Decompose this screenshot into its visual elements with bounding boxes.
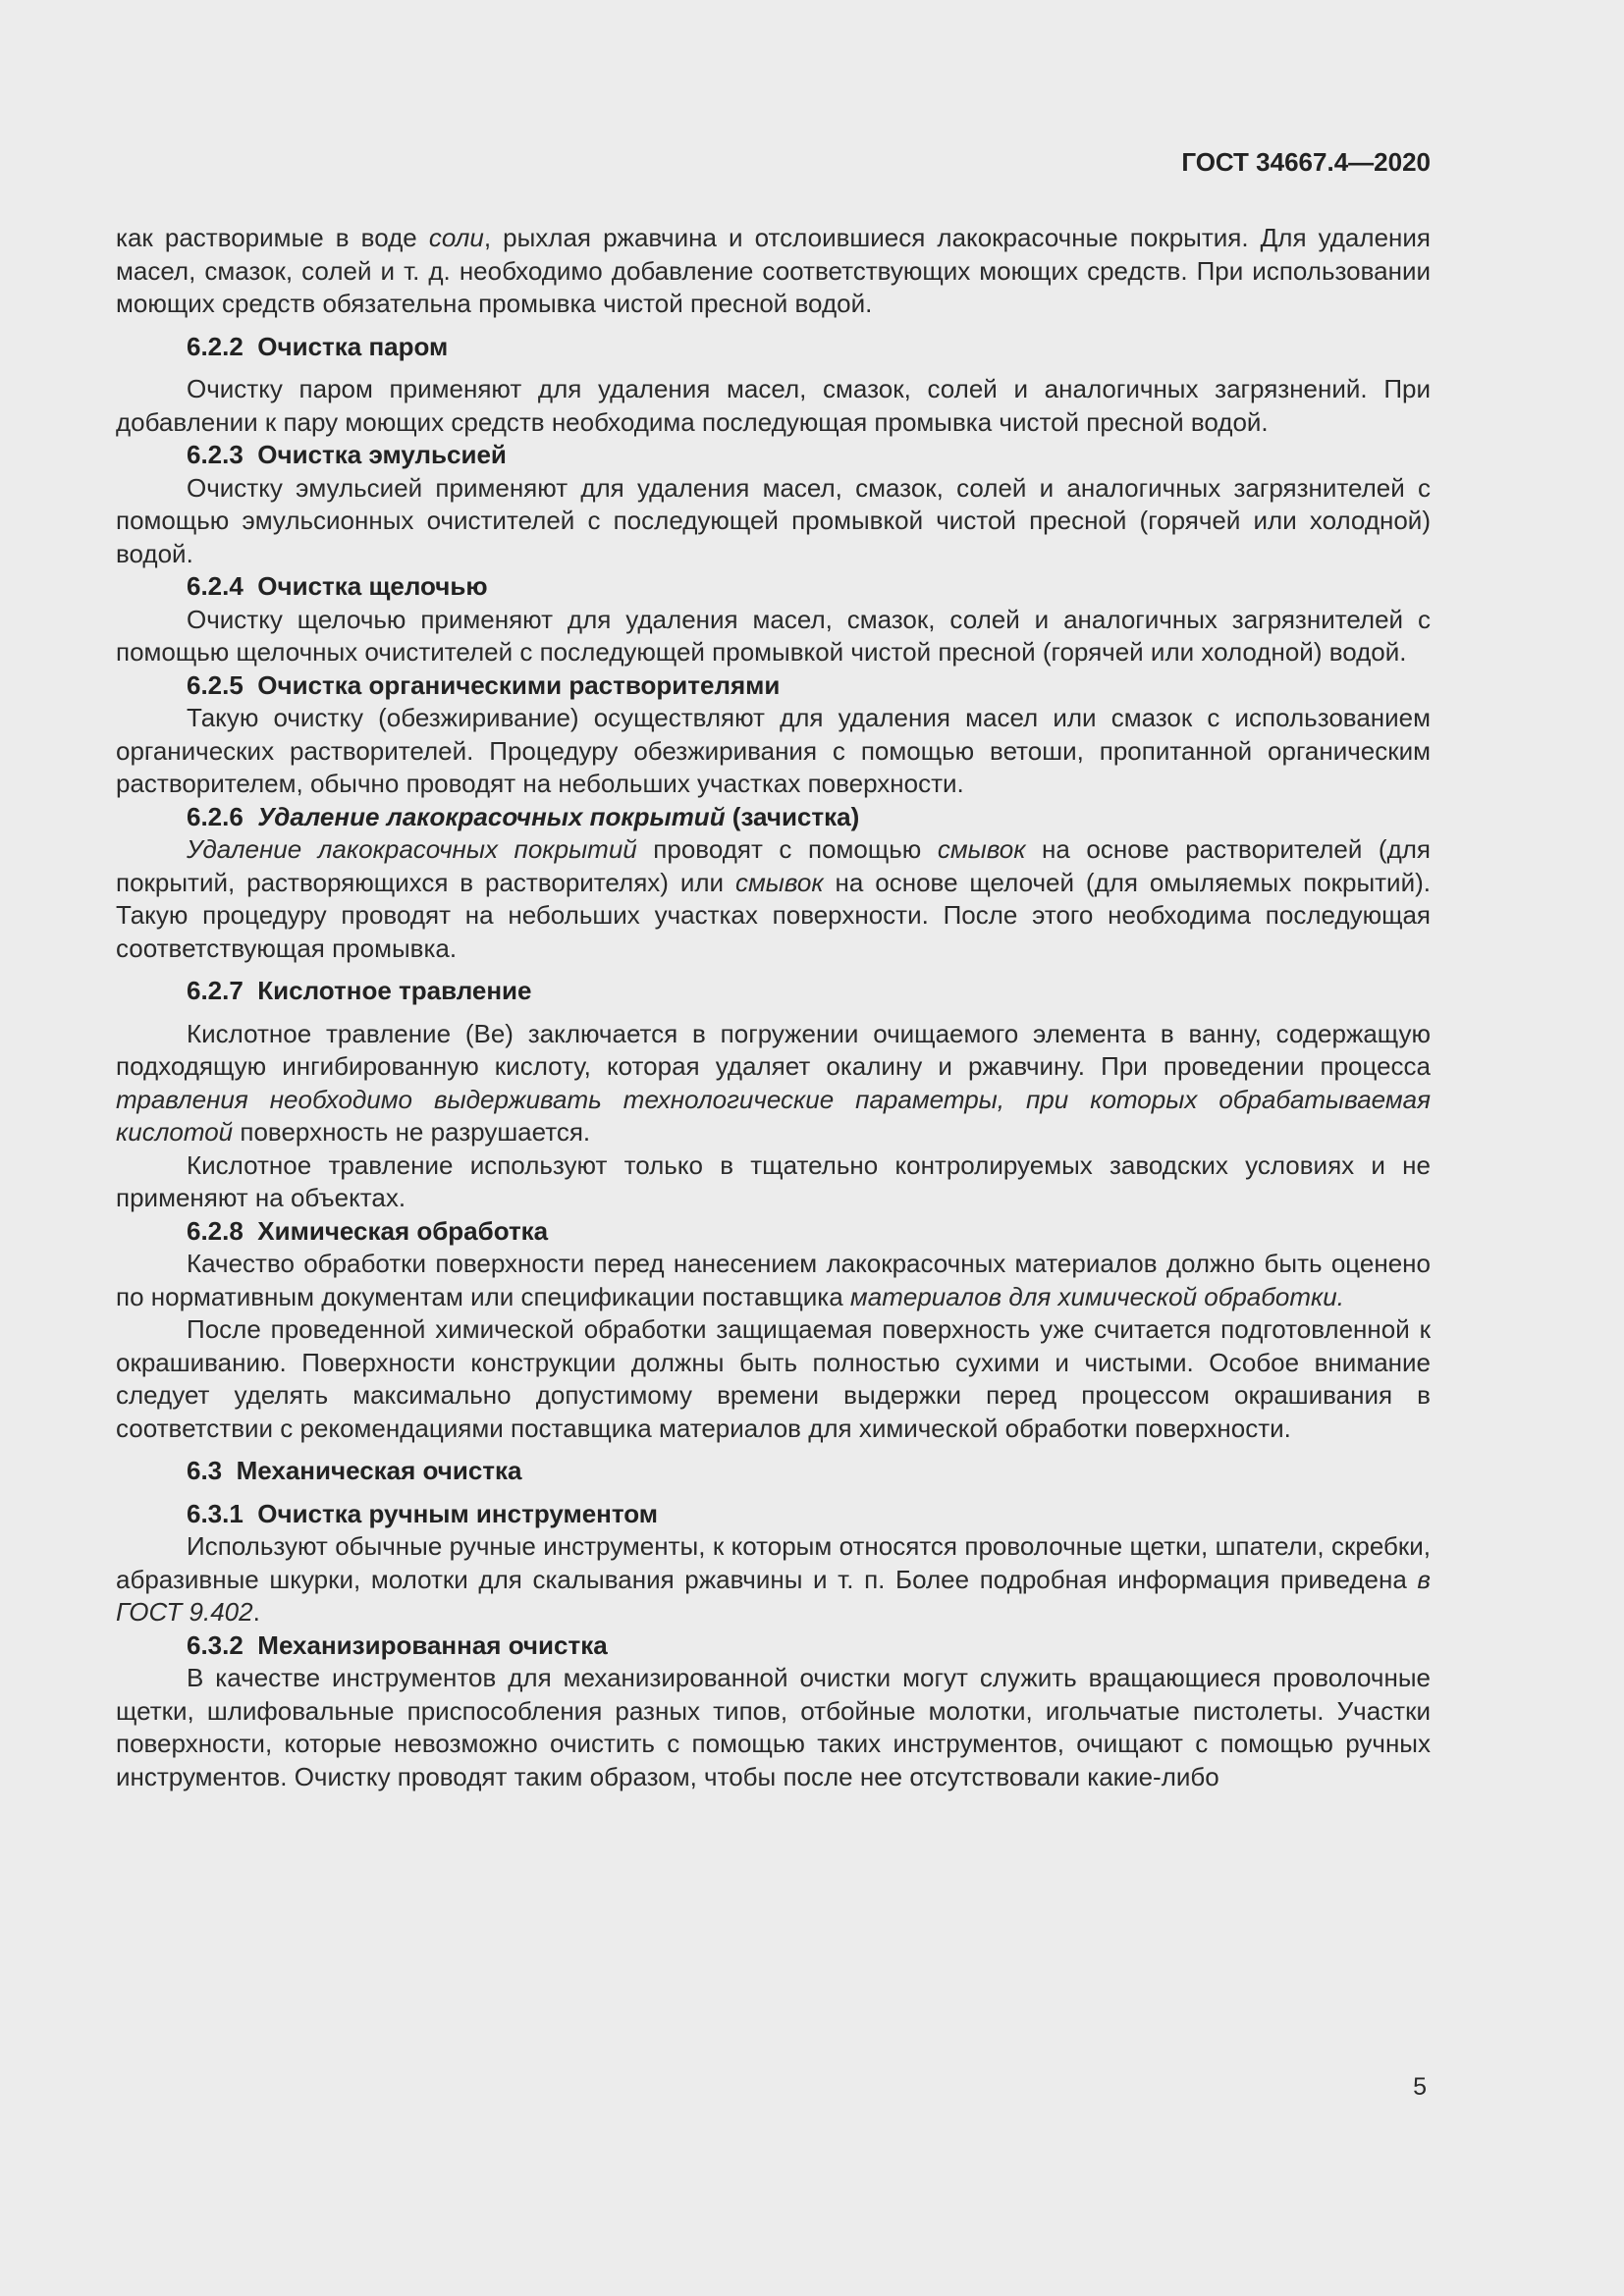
paragraph: Очистку паром применяют для удаления масел, смазок, солей и аналогичных загрязнений. При добавлении к пару моющих средств необходима последующая промывка чистой пресной водой. (116, 374, 1431, 437)
paragraph (116, 222, 1431, 321)
italic-text-run: соли (428, 223, 484, 252)
section-heading-6-2-7: 6.2.7 Кислотное травление (187, 976, 532, 1005)
text-run: , рыхлая ржавчина и отслоившиеся лакокрасочные покрытия. Для удаления масел, смазок, солей и т. д. необходимо добавление соответствующих моющих средств. При использовании моющих средств обязательна промывка чистой пресной водой. (116, 223, 1431, 318)
text-run: Кислотное травление (Ве) заключается в погружении очищаемого элемента в ванну, содержащую подходящую ингибированную кислоту, которая удаляет окалину и ржавчину. При проведении процесса (116, 1018, 1431, 1081)
paragraph (116, 1018, 1431, 1149)
paragraph: Очистку щелочью применяют для удаления масел, смазок, солей и аналогичных загрязнителей с помощью щелочных очистителей с последующей промывкой чистой пресной (горячей или холодной) водой. (116, 604, 1431, 667)
section-heading-6-3-1: 6.3.1 Очистка ручным инструментом (187, 1498, 659, 1528)
paragraph (116, 1530, 1431, 1629)
text-run: Качество обработки поверхности перед нанесением лакокрасочных материалов должно быть оценено по нормативным документам или спецификации поставщика (116, 1249, 1431, 1311)
section-heading-6-3-2: 6.3.2 Механизированная очистка (187, 1629, 608, 1660)
paragraph (116, 1248, 1431, 1313)
section-heading-6-2-5: 6.2.5 Очистка органическими растворителями (187, 669, 781, 700)
italic-text-run: материалов для химической обработки. (849, 1281, 1344, 1311)
italic-text-run: травления необходимо выдерживать технологические параметры, при которых обрабатываемая кислотой (116, 1084, 1431, 1147)
paragraph: После проведенной химической обработки защищаемая поверхность уже считается подготовленной к окрашиванию. Поверхности конструкции должны быть полностью сухими и чистыми. Особое внимание следует уделять максимально допустимому времени выдержки перед процессом окрашивания в соответствии с рекомендациями поставщика материалов для химической обработки поверхности. (116, 1314, 1431, 1443)
text-run: Используют обычные ручные инструменты, к которым относятся проволочные щетки, шпатели, скребки, абразивные шкурки, молотки для скалывания ржавчины и т. п. Более подробная информация приведена (116, 1531, 1431, 1594)
italic-text-run: смывок (734, 867, 824, 897)
section-heading-6-2-4: 6.2.4 Очистка щелочью (187, 571, 488, 601)
section-heading-6-2-3: 6.2.3 Очистка эмульсией (187, 440, 507, 469)
paragraph: Такую очистку (обезжиривание) осуществляют для удаления масел или смазок с использованием органических растворителей. Процедуру обезжиривания с помощью ветоши, пропитанной органическим растворителем, обычно проводят на небольших участках поверхности. (116, 703, 1431, 798)
italic-text-run: Удаление лакокрасочных покрытий (187, 834, 637, 864)
text-run: на основе щелочей (для омыляемых покрытий). Такую процедуру проводят на небольших участках поверхности. После этого необходима последующая соответствующая промывка. (116, 867, 1431, 963)
text-run: на основе растворителей (для покрытий, растворяющихся в растворителях) или (116, 834, 1431, 897)
italic-text-run: в ГОСТ 9.402 (116, 1564, 1431, 1627)
italic-text-run: смывок (937, 834, 1026, 864)
page-number: 5 (1413, 2073, 1427, 2101)
text-run: поверхность не разрушается. (233, 1117, 591, 1147)
text-run: как растворимые в воде (116, 223, 429, 252)
section-heading-6-3: 6.3 Механическая очистка (187, 1456, 522, 1485)
text-run: . (252, 1597, 260, 1627)
paragraph: Кислотное травление используют только в тщательно контролируемых заводских условиях и не применяют на объектах. (116, 1149, 1431, 1212)
section-heading-6-2-2: 6.2.2 Очистка паром (187, 331, 449, 361)
paragraph: Очистку эмульсией применяют для удаления масел, смазок, солей и аналогичных загрязнителей с помощью эмульсионных очистителей с последующей промывкой чистой пресной (горячей или холодной) водой. (116, 472, 1431, 568)
paragraph: В качестве инструментов для механизированной очистки могут служить вращающиеся проволочные щетки, шлифовальные приспособления разных типов, отбойные молотки, игольчатые пистолеты. Участки поверхности, которые невозможно очистить с помощью таких инструментов, очищают с помощью ручных инструментов. Очистку проводят таким образом, чтобы после нее отсутствовали какие-либо (116, 1663, 1431, 1791)
section-heading-6-2-6: 6.2.6 Удаление лакокрасочных покрытий (зачистка) (187, 801, 860, 831)
section-heading-6-2-8: 6.2.8 Химическая обработка (187, 1215, 549, 1246)
document-body (116, 222, 1431, 1793)
standard-header: ГОСТ 34667.4—2020 (1181, 147, 1431, 177)
text-run: проводят с помощью (636, 834, 938, 864)
paragraph (116, 833, 1431, 965)
